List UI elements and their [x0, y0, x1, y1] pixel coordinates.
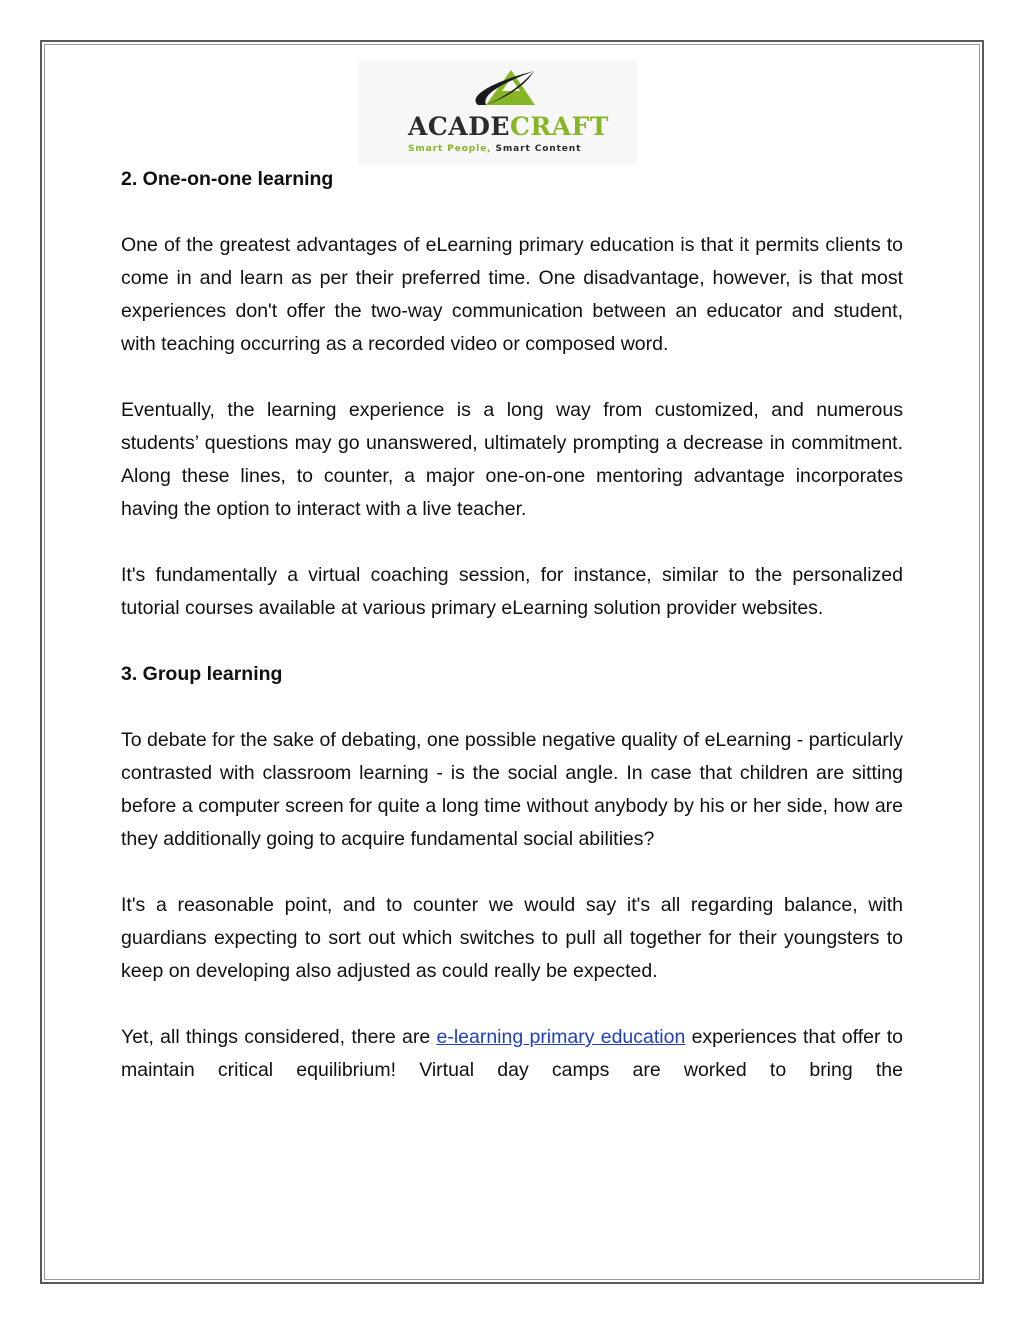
- paragraph: One of the greatest advantages of eLearning primary education is that it permits clients to come in and learn as per their preferred time. One disadvantage, however, is that most experiences don't offer the two-way communication between an educator and student, with teaching occurring as a recorded video or composed word.: [121, 234, 903, 355]
- logo-tagline: [408, 143, 581, 155]
- paragraph: To debate for the sake of debating, one possible negative quality of eLearning - particularly contrasted with classroom learning - is the social angle. In case that children are sitting before a computer screen for quite a long time without anybody by his or her side, how are they additionally going to acquire fundamental social abilities?: [121, 729, 903, 850]
- paragraph: It's fundamentally a virtual coaching session, for instance, similar to the personalized tutorial courses available at various primary eLearning solution provider websites.: [121, 564, 903, 619]
- logo-tagline-part2: Smart Content: [495, 144, 582, 154]
- logo-word-acade: ACADE: [408, 112, 510, 141]
- paragraph: It's a reasonable point, and to counter we would say it's all regarding balance, with guardians expecting to sort out which switches to pull all together for their youngsters to keep on developing also adjusted as could really be expected.: [121, 894, 903, 982]
- paragraph: Eventually, the learning experience is a long way from customized, and numerous students’ questions may go unanswered, ultimately prompting a decrease in commitment. Along these lines, to counter, a major one-on-one mentoring advantage incorporates having the option to interact with a live teacher.: [121, 399, 903, 520]
- paragraph-with-link: [121, 1021, 903, 1087]
- acadecraft-logo: [358, 61, 637, 165]
- e-learning-primary-education-link[interactable]: e-learning primary education: [436, 1026, 686, 1048]
- document-body: [121, 163, 903, 1087]
- paragraph-text-before-link: Yet, all things considered, there are: [121, 1026, 437, 1048]
- section-heading-group-learning: 3. Group learning: [121, 663, 283, 685]
- logo-word-craft: CRAFT: [509, 112, 609, 141]
- logo-tagline-part1: Smart People,: [408, 144, 492, 154]
- section-heading-one-on-one: 2. One-on-one learning: [121, 168, 334, 190]
- logo-wordmark: [408, 112, 609, 142]
- paragraph-text-after-link: experiences that offer to maintain critical equilibrium! Virtual day camps are worked to bring the: [121, 1026, 903, 1081]
